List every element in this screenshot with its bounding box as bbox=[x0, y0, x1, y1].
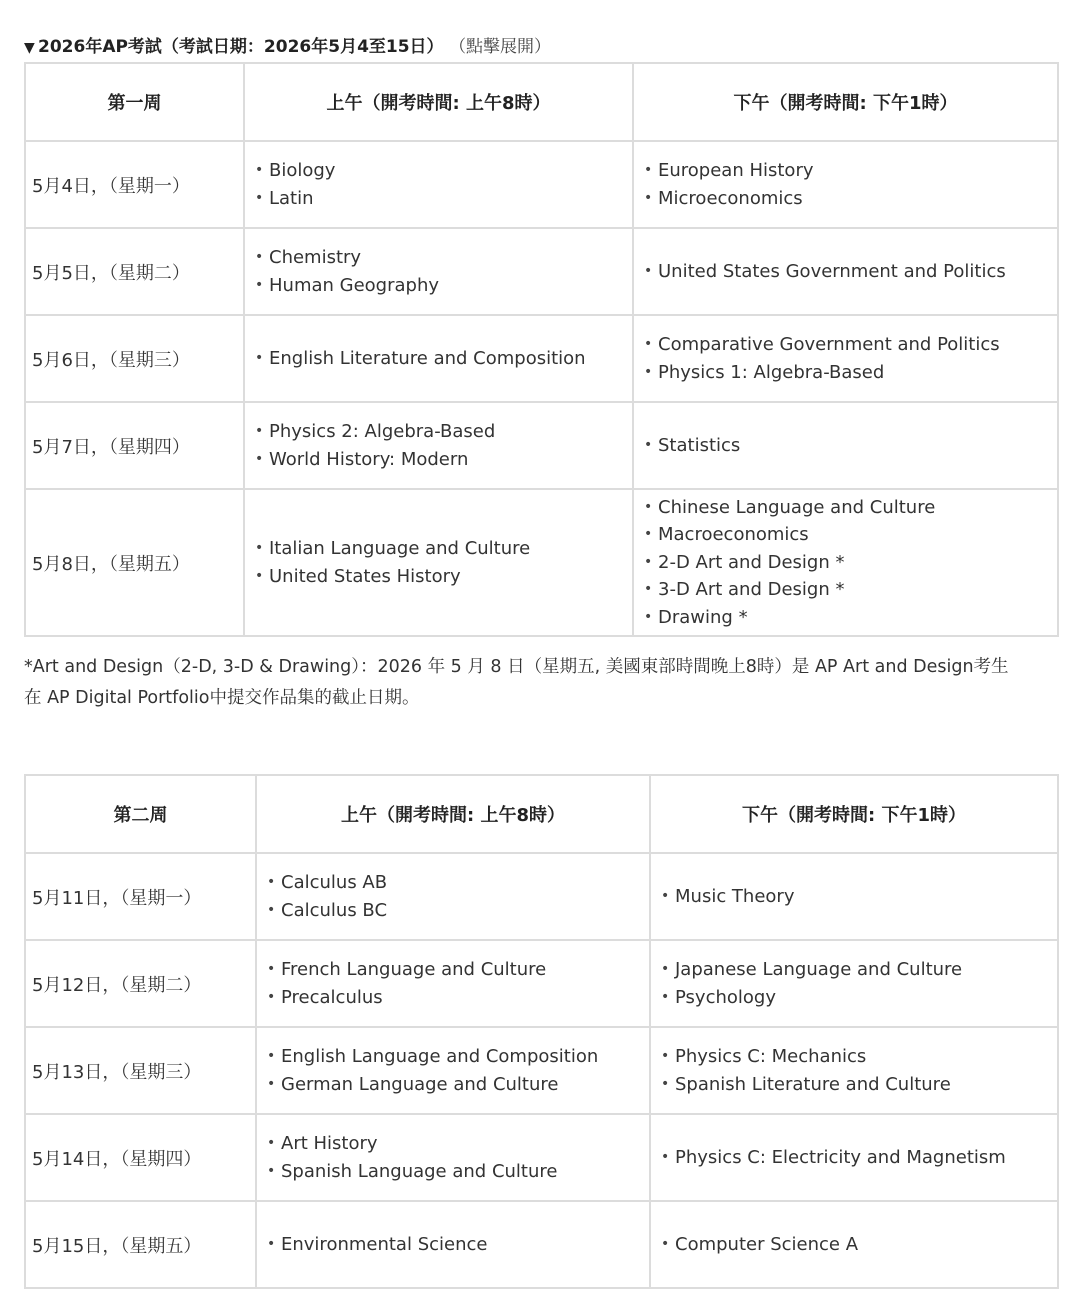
date-cell: 5月13日，（星期三） bbox=[25, 1027, 256, 1114]
table-row bbox=[25, 402, 1058, 489]
header-afternoon: 下午（開考時間: 下午1時） bbox=[650, 775, 1058, 853]
list-item: • Calculus BC bbox=[267, 897, 649, 925]
list-item: • United States History bbox=[255, 563, 632, 591]
list-item: • Biology bbox=[255, 157, 632, 185]
header-morning: 上午（開考時間: 上午8時） bbox=[244, 63, 633, 141]
list-item: • Computer Science A bbox=[661, 1231, 1057, 1259]
section-title: 2026年AP考試（考試日期：2026年5月4至15日） bbox=[38, 37, 444, 57]
morning-cell bbox=[256, 1114, 650, 1201]
list-item: • Physics 1: Algebra-Based bbox=[644, 359, 1057, 387]
art-design-footnote bbox=[24, 652, 1064, 714]
table-row bbox=[25, 489, 1058, 636]
morning-cell bbox=[244, 489, 633, 636]
list-item: • Macroeconomics bbox=[644, 521, 1057, 549]
list-item: • Precalculus bbox=[267, 984, 649, 1012]
morning-cell bbox=[244, 402, 633, 489]
list-item: • Art History bbox=[267, 1130, 649, 1158]
table-row bbox=[25, 315, 1058, 402]
date-cell: 5月5日，（星期二） bbox=[25, 228, 244, 315]
header-morning: 上午（開考時間: 上午8時） bbox=[256, 775, 650, 853]
morning-cell bbox=[244, 228, 633, 315]
afternoon-cell bbox=[633, 489, 1058, 636]
date-cell: 5月11日，（星期一） bbox=[25, 853, 256, 940]
list-item: • Chemistry bbox=[255, 244, 632, 272]
morning-cell bbox=[244, 315, 633, 402]
table-row bbox=[25, 940, 1058, 1027]
date-cell: 5月15日，（星期五） bbox=[25, 1201, 256, 1288]
morning-cell bbox=[256, 1027, 650, 1114]
table-row bbox=[25, 228, 1058, 315]
list-item: • Spanish Literature and Culture bbox=[661, 1071, 1057, 1099]
table-row bbox=[25, 1114, 1058, 1201]
list-item: • English Literature and Composition bbox=[255, 345, 632, 373]
list-item: • Environmental Science bbox=[267, 1231, 649, 1259]
list-item: • Microeconomics bbox=[644, 185, 1057, 213]
list-item: • Latin bbox=[255, 185, 632, 213]
date-cell: 5月8日，（星期五） bbox=[25, 489, 244, 636]
footnote-line: 在 AP Digital Portfolio中提交作品集的截止日期。 bbox=[24, 688, 420, 708]
table-row bbox=[25, 1027, 1058, 1114]
table-row bbox=[25, 141, 1058, 228]
week1-schedule-table bbox=[24, 62, 1059, 637]
morning-cell bbox=[256, 853, 650, 940]
list-item: • Physics C: Mechanics bbox=[661, 1043, 1057, 1071]
list-item: • Japanese Language and Culture bbox=[661, 956, 1057, 984]
header-week: 第二周 bbox=[25, 775, 256, 853]
list-item: • Drawing * bbox=[644, 604, 1057, 632]
table-row bbox=[25, 1201, 1058, 1288]
expand-link[interactable]: （點擊展開） bbox=[457, 37, 552, 57]
header-afternoon: 下午（開考時間: 下午1時） bbox=[633, 63, 1058, 141]
list-item: • European History bbox=[644, 157, 1057, 185]
list-item: • 3-D Art and Design * bbox=[644, 576, 1057, 604]
list-item: • Human Geography bbox=[255, 272, 632, 300]
date-cell: 5月12日，（星期二） bbox=[25, 940, 256, 1027]
afternoon-cell bbox=[633, 315, 1058, 402]
list-item: • English Language and Composition bbox=[267, 1043, 649, 1071]
list-item: • Spanish Language and Culture bbox=[267, 1158, 649, 1186]
list-item: • Statistics bbox=[644, 432, 1057, 460]
table-row bbox=[25, 853, 1058, 940]
afternoon-cell bbox=[650, 1114, 1058, 1201]
header-week: 第一周 bbox=[25, 63, 244, 141]
morning-cell bbox=[256, 940, 650, 1027]
morning-cell bbox=[244, 141, 633, 228]
section-header[interactable] bbox=[24, 33, 551, 61]
list-item: • German Language and Culture bbox=[267, 1071, 649, 1099]
list-item: • Comparative Government and Politics bbox=[644, 331, 1057, 359]
table-header-row bbox=[25, 775, 1058, 853]
list-item: • Calculus AB bbox=[267, 869, 649, 897]
list-item: • French Language and Culture bbox=[267, 956, 649, 984]
list-item: • Chinese Language and Culture bbox=[644, 494, 1057, 522]
expand-arrow-icon[interactable]: ▼ bbox=[24, 40, 35, 56]
afternoon-cell bbox=[650, 1027, 1058, 1114]
week2-schedule-table bbox=[24, 774, 1059, 1289]
list-item: • United States Government and Politics bbox=[644, 258, 1057, 286]
list-item: • 2-D Art and Design * bbox=[644, 549, 1057, 577]
afternoon-cell bbox=[633, 228, 1058, 315]
date-cell: 5月14日，（星期四） bbox=[25, 1114, 256, 1201]
afternoon-cell bbox=[633, 402, 1058, 489]
list-item: • World History: Modern bbox=[255, 446, 632, 474]
morning-cell bbox=[256, 1201, 650, 1288]
date-cell: 5月4日，（星期一） bbox=[25, 141, 244, 228]
table-header-row bbox=[25, 63, 1058, 141]
list-item: • Music Theory bbox=[661, 883, 1057, 911]
list-item: • Physics 2: Algebra-Based bbox=[255, 418, 632, 446]
footnote-line: *Art and Design（2-D, 3-D & Drawing）：2026 年 5 月 8 日（星期五, 美國東部時間晚上8時）是 AP Art and Design考生 bbox=[24, 657, 1009, 677]
afternoon-cell bbox=[650, 853, 1058, 940]
date-cell: 5月6日，（星期三） bbox=[25, 315, 244, 402]
afternoon-cell bbox=[650, 1201, 1058, 1288]
list-item: • Physics C: Electricity and Magnetism bbox=[661, 1144, 1057, 1172]
afternoon-cell bbox=[650, 940, 1058, 1027]
afternoon-cell bbox=[633, 141, 1058, 228]
list-item: • Psychology bbox=[661, 984, 1057, 1012]
date-cell: 5月7日，（星期四） bbox=[25, 402, 244, 489]
list-item: • Italian Language and Culture bbox=[255, 535, 632, 563]
